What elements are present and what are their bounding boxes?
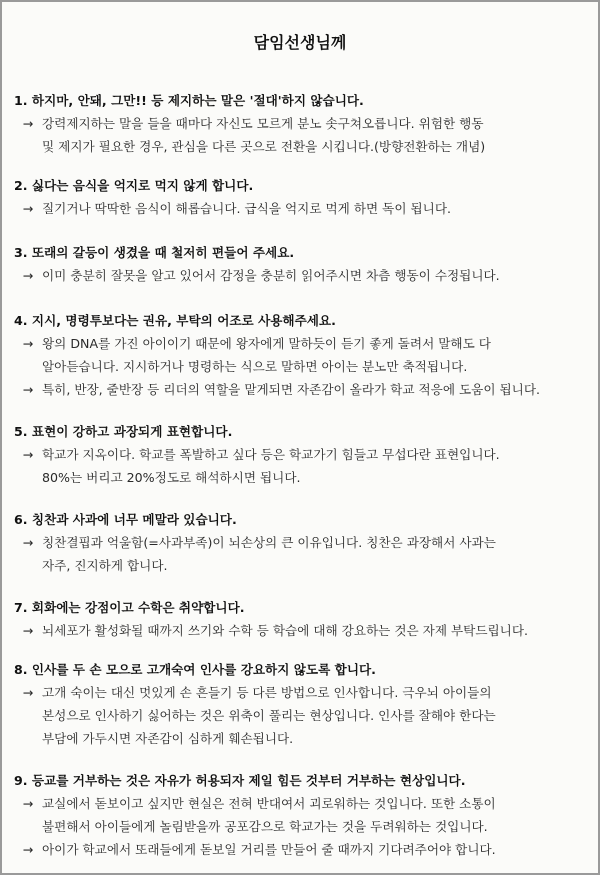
line-text: 질기거나 딱딱한 음식이 해롭습니다. 급식을 억지로 먹게 하면 독이 됩니다. [42,201,452,216]
line-text: 알아듣습니다. 지시하거나 명령하는 식으로 말하면 아이는 분노만 축적됩니다. [42,359,468,374]
line-text: 학교가 지옥이다. 학교를 폭발하고 싶다 등은 학교가기 힘들고 무섭다란 표현입니다. [42,447,500,462]
section-line [14,815,589,838]
advice-section-3 [14,241,589,287]
advice-section-5 [14,420,589,489]
arrow-icon: → [22,685,34,700]
line-text: 본성으로 인사하기 싫어하는 것은 위축이 풀리는 현상입니다. 인사를 잘해야 한다는 [42,708,496,723]
section-heading: 4. 지시, 명령투보다는 권유, 부탁의 어조로 사용해주세요. [14,313,336,328]
section-heading: 6. 칭찬과 사과에 너무 메말라 있습니다. [14,512,237,527]
advice-section-6 [14,508,589,577]
arrow-icon: → [22,382,34,397]
section-line [14,704,589,727]
line-text: 고개 숙이는 대신 멋있게 손 흔들기 등 다른 방법으로 인사합니다. 극우뇌 아이들의 [42,685,492,700]
line-text: 뇌세포가 활성화될 때까지 쓰기와 수학 등 학습에 대해 강요하는 것은 자제 부탁드립니다. [42,623,528,638]
line-text: 이미 충분히 잘못을 알고 있어서 감정을 충분히 읽어주시면 차츰 행동이 수정됩니다. [42,268,500,283]
line-text: 자주, 진지하게 합니다. [42,558,168,573]
line-text: 교실에서 돋보이고 싶지만 현실은 전혀 반대여서 괴로워하는 것입니다. 또한 소통이 [42,796,496,811]
line-text: 아이가 학교에서 또래들에게 돋보일 거리를 만들어 줄 때까지 기다려주어야 합니다. [42,842,496,857]
arrow-icon: → [22,116,34,131]
section-heading: 9. 등교를 거부하는 것은 자유가 허용되자 제일 힘든 것부터 거부하는 현상입니다. [14,773,466,788]
advice-section-2 [14,174,589,220]
advice-section-4 [14,309,589,401]
arrow-icon: → [22,842,34,857]
section-line [14,332,589,355]
document-title: 담임선생님께 [253,33,347,52]
arrow-icon: → [22,201,34,216]
section-line [14,838,589,861]
section-line [14,554,589,577]
section-line [14,355,589,378]
advice-section-9 [14,769,589,861]
section-heading: 2. 싫다는 음식을 억지로 먹지 않게 합니다. [14,178,254,193]
line-text: 칭찬결핍과 억울함(=사과부족)이 뇌손상의 큰 이유입니다. 칭찬은 과장해서 사과는 [42,535,496,550]
section-line [14,619,589,642]
section-line [14,135,589,158]
advice-section-7 [14,596,589,642]
section-heading: 1. 하지마, 안돼, 그만!! 등 제지하는 말은 '절대'하지 않습니다. [14,93,364,108]
arrow-icon: → [22,535,34,550]
line-text: 특히, 반장, 줄반장 등 리더의 역할을 맡게되면 자존감이 올라가 학교 적응에 도움이 됩니다. [42,382,541,397]
advice-section-1 [14,89,589,158]
section-line [14,466,589,489]
line-text: 불편해서 아이들에게 놀림받을까 공포감으로 학교가는 것을 두려워하는 것입니다. [42,819,488,834]
section-line [14,112,589,135]
section-line [14,264,589,287]
section-heading: 3. 또래의 갈등이 생겼을 때 철저히 편들어 주세요. [14,245,295,260]
arrow-icon: → [22,336,34,351]
line-text: 왕의 DNA를 가진 아이이기 때문에 왕자에게 말하듯이 듣기 좋게 돌려서 말해도 다 [42,336,491,351]
arrow-icon: → [22,623,34,638]
arrow-icon: → [22,796,34,811]
section-line [14,727,589,750]
section-line [14,197,589,220]
section-heading: 7. 회화에는 강점이고 수학은 취약합니다. [14,600,245,615]
section-heading: 5. 표현이 강하고 과장되게 표현합니다. [14,424,233,439]
line-text: 80%는 버리고 20%정도로 해석하시면 됩니다. [42,470,301,485]
arrow-icon: → [22,447,34,462]
advice-section-8 [14,658,589,750]
arrow-icon: → [22,268,34,283]
line-text: 부담에 가두시면 자존감이 심하게 훼손됩니다. [42,731,294,746]
section-line [14,792,589,815]
section-line [14,443,589,466]
section-line [14,531,589,554]
section-line [14,378,589,401]
section-heading: 8. 인사를 두 손 모으로 고개숙여 인사를 강요하지 않도록 합니다. [14,662,376,677]
section-line [14,681,589,704]
line-text: 강력제지하는 말을 들을 때마다 자신도 모르게 분노 솟구쳐오릅니다. 위험한 행동 [42,116,484,131]
line-text: 및 제지가 필요한 경우, 관심을 다른 곳으로 전환을 시킵니다.(방향전환하는 개념) [42,139,486,154]
